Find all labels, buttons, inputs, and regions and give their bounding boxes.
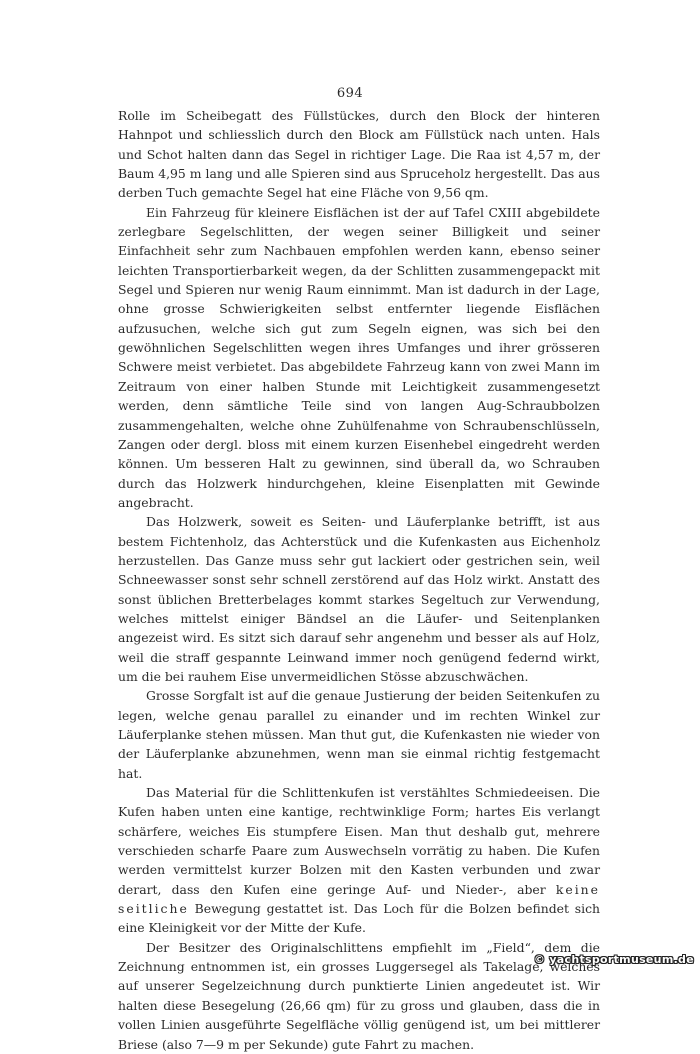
paragraph-5-emphasis: keine seitliche [118, 881, 600, 917]
copyright-watermark: © yachtsportmuseum.de [533, 953, 694, 966]
paragraph-6: Der Besitzer des Originalschlittens empfiehlt im „Field“, dem die Zeichnung entnommen ist, ein grosses Luggersegel als Takelage, welches auf unserer Segelzeichnung durch punktierte Linien angedeutet ist. Wir halten diese Besegelung (26,66 qm) für zu gross und glauben, dass die in vollen Linien ausgeführte Segelfläche völlig genügend ist, um bei mittlerer Briese (also 7—9 m per Sekunde) gute Fahrt zu machen. [118, 939, 600, 1052]
paragraph-2: Ein Fahrzeug für kleinere Eisflächen ist der auf Tafel CXIII abgebildete zerlegbare Segelschlitten, der wegen seiner Billigkeit und seiner Einfachheit sehr zum Nachbauen empfohlen werden kann, ebenso seiner leichten Transportierbarkeit wegen, da der Schlitten zusammengepackt mit Segel und Spieren nur wenig Raum einnimmt. Man ist dadurch in der Lage, ohne grosse Schwierigkeiten selbst entfernter liegende Eisflächen aufzusuchen, welche sich gut zum Segeln eignen, was sich bei den gewöhnlichen Segelschlitten wegen ihres Umfanges und ihrer grösseren Schwere meist verbietet. Das abgebildete Fahrzeug kann von zwei Mann im Zeitraum von einer halben Stunde mit Leichtigkeit zusammengesetzt werden, denn sämtliche Teile sind von langen Aug-Schraubbolzen zusammengehalten, welche ohne Zuhülfenahme von Schraubenschlüsseln, Zangen oder dergl. bloss mit einem kurzen Eisenhebel eingedreht werden können. Um besseren Halt zu gewinnen, sind überall da, wo Schrauben durch das Holzwerk hindurchgehen, kleine Eisenplatten mit Gewinde angebracht. [118, 204, 600, 510]
paragraph-4: Grosse Sorgfalt ist auf die genaue Justierung der beiden Seitenkufen zu legen, welche genau parallel zu einander und im rechten Winkel zur Läuferplanke stehen müssen. Man thut gut, die Kufenkasten nie wieder von der Läuferplanke abzunehmen, wenn man sie einmal richtig festgemacht hat. [118, 688, 600, 781]
page-number: 694 [336, 86, 364, 101]
paragraph-5-part-1: Das Material für die Schlittenkufen ist verstähltes Schmiedeeisen. Die Kufen haben unten eine kantige, rechtwinklige Form; hartes Eis verlangt schärfere, weiches Eis stumpfere Eisen. Man thut deshalb gut, mehrere verschieden scharfe Paare zum Auswechseln vorrätig zu haben. Die Kufen werden vermittelst kurzer Bolzen mit den Kasten verbunden und zwar derart, dass den Kufen eine geringe Auf- und Nieder-, aber [118, 785, 600, 897]
paragraph-5 [118, 783, 600, 938]
paragraph-1: Rolle im Scheibegatt des Füllstückes, durch den Block der hinteren Hahnpot und schliesslich durch den Block am Füllstück nach unten. Hals und Schot halten dann das Segel in richtiger Lage. Die Raa ist 4,57 m, der Baum 4,95 m lang und alle Spieren sind aus Spruceholz hergestellt. Das aus derben Tuch gemachte Segel hat eine Fläche von 9,56 qm. [118, 108, 600, 201]
paragraph-3: Das Holzwerk, soweit es Seiten- und Läuferplanke betrifft, ist aus bestem Fichtenholz, das Achterstück und die Kufenkasten aus Eichenholz herzustellen. Das Ganze muss sehr gut lackiert oder gestrichen sein, weil Schneewasser sonst sehr schnell zerstörend auf das Holz wirkt. Anstatt des sonst üblichen Bretterbelages kommt starkes Segeltuch zur Verwendung, welches mittelst einiger Bändsel an die Läufer- und Seitenplanken angezeist wird. Es sitzt sich darauf sehr angenehm und besser als auf Holz, weil die straff gespannte Leinwand immer noch genügend federnd wirkt, um die bei rauhem Eise unvermeidlichen Stösse abzuschwächen. [118, 514, 600, 684]
body-text [118, 106, 600, 1054]
paragraph-5-part-2: Bewegung gestattet ist. Das Loch für die Bolzen befindet sich eine Kleinigkeit vor der Mitte der Kufe. [118, 901, 600, 936]
